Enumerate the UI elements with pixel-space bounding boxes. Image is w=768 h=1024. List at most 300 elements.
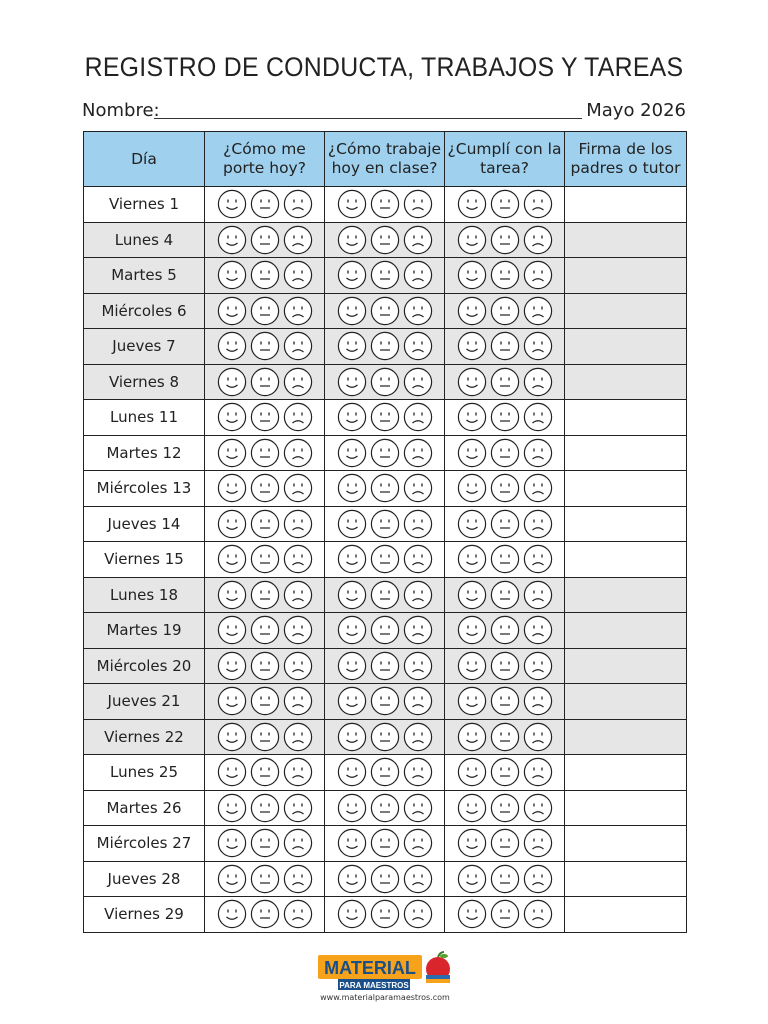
work-faces-cell	[325, 790, 445, 826]
happy-face-icon[interactable]	[337, 296, 367, 326]
signature-cell[interactable]	[565, 258, 687, 294]
sad-face-icon[interactable]	[403, 722, 433, 752]
table-row	[84, 684, 687, 720]
happy-face-icon[interactable]	[457, 899, 487, 929]
neutral-face-icon[interactable]	[490, 615, 520, 645]
logo-url: www.materialparamaestros.com	[320, 993, 450, 1002]
table-row	[84, 506, 687, 542]
signature-cell[interactable]	[565, 329, 687, 365]
sad-face-icon[interactable]	[523, 438, 553, 468]
happy-face-icon[interactable]	[217, 615, 247, 645]
sad-face-icon[interactable]	[283, 615, 313, 645]
signature-cell[interactable]	[565, 861, 687, 897]
neutral-face-icon[interactable]	[370, 722, 400, 752]
day-cell: Viernes 29	[84, 897, 205, 933]
neutral-face-icon[interactable]	[490, 438, 520, 468]
happy-face-icon[interactable]	[217, 473, 247, 503]
neutral-face-icon[interactable]	[250, 651, 280, 681]
name-label: Nombre:	[82, 100, 160, 121]
sad-face-icon[interactable]	[403, 899, 433, 929]
behavior-faces-cell	[205, 329, 325, 365]
sad-face-icon[interactable]	[283, 828, 313, 858]
table-header-row	[84, 132, 687, 187]
happy-face-icon[interactable]	[217, 509, 247, 539]
happy-face-icon[interactable]	[217, 793, 247, 823]
happy-face-icon[interactable]	[337, 615, 367, 645]
table-row	[84, 790, 687, 826]
work-faces-cell	[325, 400, 445, 436]
sad-face-icon[interactable]	[403, 615, 433, 645]
homework-faces-cell	[445, 471, 565, 507]
column-header-behavior: ¿Cómo me porte hoy?	[205, 132, 325, 187]
behavior-faces-cell	[205, 400, 325, 436]
sad-face-icon[interactable]	[523, 509, 553, 539]
table-row	[84, 222, 687, 258]
neutral-face-icon[interactable]	[490, 296, 520, 326]
neutral-face-icon[interactable]	[370, 331, 400, 361]
day-cell: Miércoles 13	[84, 471, 205, 507]
neutral-face-icon[interactable]	[490, 864, 520, 894]
happy-face-icon[interactable]	[457, 509, 487, 539]
happy-face-icon[interactable]	[217, 864, 247, 894]
happy-face-icon[interactable]	[217, 402, 247, 432]
behavior-faces-cell	[205, 471, 325, 507]
day-cell: Miércoles 20	[84, 648, 205, 684]
homework-faces-cell	[445, 293, 565, 329]
happy-face-icon[interactable]	[337, 686, 367, 716]
happy-face-icon[interactable]	[457, 189, 487, 219]
sad-face-icon[interactable]	[283, 757, 313, 787]
neutral-face-icon[interactable]	[370, 686, 400, 716]
work-faces-cell	[325, 684, 445, 720]
neutral-face-icon[interactable]	[490, 402, 520, 432]
neutral-face-icon[interactable]	[490, 899, 520, 929]
happy-face-icon[interactable]	[457, 828, 487, 858]
sad-face-icon[interactable]	[523, 473, 553, 503]
happy-face-icon[interactable]	[217, 367, 247, 397]
neutral-face-icon[interactable]	[370, 828, 400, 858]
neutral-face-icon[interactable]	[490, 651, 520, 681]
sad-face-icon[interactable]	[283, 225, 313, 255]
behavior-faces-cell	[205, 897, 325, 933]
behavior-faces-cell	[205, 613, 325, 649]
sad-face-icon[interactable]	[403, 260, 433, 290]
neutral-face-icon[interactable]	[490, 828, 520, 858]
happy-face-icon[interactable]	[337, 473, 367, 503]
sad-face-icon[interactable]	[523, 225, 553, 255]
signature-cell[interactable]	[565, 364, 687, 400]
sad-face-icon[interactable]	[523, 757, 553, 787]
happy-face-icon[interactable]	[337, 367, 367, 397]
signature-cell[interactable]	[565, 577, 687, 613]
sad-face-icon[interactable]	[403, 793, 433, 823]
happy-face-icon[interactable]	[337, 793, 367, 823]
homework-faces-cell	[445, 542, 565, 578]
sad-face-icon[interactable]	[403, 331, 433, 361]
behavior-faces-cell	[205, 364, 325, 400]
homework-faces-cell	[445, 222, 565, 258]
neutral-face-icon[interactable]	[250, 438, 280, 468]
sad-face-icon[interactable]	[523, 189, 553, 219]
signature-cell[interactable]	[565, 293, 687, 329]
happy-face-icon[interactable]	[337, 757, 367, 787]
homework-faces-cell	[445, 684, 565, 720]
happy-face-icon[interactable]	[337, 899, 367, 929]
sad-face-icon[interactable]	[523, 828, 553, 858]
happy-face-icon[interactable]	[457, 438, 487, 468]
homework-faces-cell	[445, 364, 565, 400]
signature-cell[interactable]	[565, 187, 687, 223]
neutral-face-icon[interactable]	[490, 367, 520, 397]
day-cell: Martes 12	[84, 435, 205, 471]
sad-face-icon[interactable]	[523, 402, 553, 432]
happy-face-icon[interactable]	[217, 189, 247, 219]
happy-face-icon[interactable]	[217, 260, 247, 290]
work-faces-cell	[325, 755, 445, 791]
behavior-faces-cell	[205, 755, 325, 791]
neutral-face-icon[interactable]	[250, 828, 280, 858]
happy-face-icon[interactable]	[337, 331, 367, 361]
day-cell: Jueves 7	[84, 329, 205, 365]
day-cell: Lunes 18	[84, 577, 205, 613]
neutral-face-icon[interactable]	[370, 651, 400, 681]
neutral-face-icon[interactable]	[490, 722, 520, 752]
homework-faces-cell	[445, 187, 565, 223]
neutral-face-icon[interactable]	[490, 189, 520, 219]
happy-face-icon[interactable]	[457, 864, 487, 894]
sad-face-icon[interactable]	[523, 296, 553, 326]
sad-face-icon[interactable]	[403, 651, 433, 681]
sad-face-icon[interactable]	[523, 722, 553, 752]
table-row	[84, 648, 687, 684]
sad-face-icon[interactable]	[523, 260, 553, 290]
work-faces-cell	[325, 897, 445, 933]
name-field[interactable]	[154, 118, 582, 119]
day-cell: Lunes 11	[84, 400, 205, 436]
neutral-face-icon[interactable]	[370, 544, 400, 574]
neutral-face-icon[interactable]	[250, 189, 280, 219]
sad-face-icon[interactable]	[403, 757, 433, 787]
work-faces-cell	[325, 577, 445, 613]
happy-face-icon[interactable]	[337, 828, 367, 858]
neutral-face-icon[interactable]	[370, 757, 400, 787]
sad-face-icon[interactable]	[523, 367, 553, 397]
sad-face-icon[interactable]	[403, 438, 433, 468]
column-header-day: Día	[84, 132, 205, 187]
neutral-face-icon[interactable]	[250, 402, 280, 432]
table-row	[84, 897, 687, 933]
sad-face-icon[interactable]	[403, 473, 433, 503]
happy-face-icon[interactable]	[457, 686, 487, 716]
neutral-face-icon[interactable]	[370, 793, 400, 823]
happy-face-icon[interactable]	[217, 757, 247, 787]
happy-face-icon[interactable]	[217, 331, 247, 361]
neutral-face-icon[interactable]	[370, 367, 400, 397]
signature-cell[interactable]	[565, 435, 687, 471]
sad-face-icon[interactable]	[283, 331, 313, 361]
sad-face-icon[interactable]	[283, 686, 313, 716]
neutral-face-icon[interactable]	[250, 331, 280, 361]
sad-face-icon[interactable]	[283, 793, 313, 823]
happy-face-icon[interactable]	[337, 225, 367, 255]
sad-face-icon[interactable]	[523, 686, 553, 716]
behavior-faces-cell	[205, 293, 325, 329]
happy-face-icon[interactable]	[217, 686, 247, 716]
sad-face-icon[interactable]	[283, 544, 313, 574]
neutral-face-icon[interactable]	[250, 757, 280, 787]
neutral-face-icon[interactable]	[370, 615, 400, 645]
sad-face-icon[interactable]	[523, 651, 553, 681]
behavior-faces-cell	[205, 222, 325, 258]
happy-face-icon[interactable]	[337, 580, 367, 610]
happy-face-icon[interactable]	[457, 722, 487, 752]
homework-faces-cell	[445, 258, 565, 294]
sad-face-icon[interactable]	[283, 402, 313, 432]
sad-face-icon[interactable]	[283, 899, 313, 929]
sad-face-icon[interactable]	[403, 367, 433, 397]
neutral-face-icon[interactable]	[370, 580, 400, 610]
column-header-work: ¿Cómo trabaje hoy en clase?	[325, 132, 445, 187]
sad-face-icon[interactable]	[403, 402, 433, 432]
work-faces-cell	[325, 329, 445, 365]
sad-face-icon[interactable]	[403, 580, 433, 610]
neutral-face-icon[interactable]	[490, 580, 520, 610]
signature-cell[interactable]	[565, 897, 687, 933]
table-row	[84, 826, 687, 862]
neutral-face-icon[interactable]	[250, 864, 280, 894]
behavior-faces-cell	[205, 719, 325, 755]
sad-face-icon[interactable]	[523, 580, 553, 610]
happy-face-icon[interactable]	[457, 367, 487, 397]
sad-face-icon[interactable]	[523, 793, 553, 823]
neutral-face-icon[interactable]	[370, 473, 400, 503]
work-faces-cell	[325, 258, 445, 294]
table-row	[84, 400, 687, 436]
sad-face-icon[interactable]	[283, 864, 313, 894]
behavior-faces-cell	[205, 435, 325, 471]
table-row	[84, 719, 687, 755]
homework-faces-cell	[445, 435, 565, 471]
homework-faces-cell	[445, 826, 565, 862]
signature-cell[interactable]	[565, 542, 687, 578]
sad-face-icon[interactable]	[283, 438, 313, 468]
table-row	[84, 258, 687, 294]
happy-face-icon[interactable]	[457, 296, 487, 326]
sad-face-icon[interactable]	[403, 686, 433, 716]
homework-faces-cell	[445, 648, 565, 684]
sad-face-icon[interactable]	[523, 331, 553, 361]
neutral-face-icon[interactable]	[370, 899, 400, 929]
neutral-face-icon[interactable]	[250, 686, 280, 716]
happy-face-icon[interactable]	[217, 722, 247, 752]
happy-face-icon[interactable]	[457, 615, 487, 645]
happy-face-icon[interactable]	[337, 864, 367, 894]
day-cell: Lunes 4	[84, 222, 205, 258]
neutral-face-icon[interactable]	[250, 615, 280, 645]
happy-face-icon[interactable]	[457, 402, 487, 432]
sad-face-icon[interactable]	[283, 296, 313, 326]
neutral-face-icon[interactable]	[490, 686, 520, 716]
neutral-face-icon[interactable]	[370, 864, 400, 894]
neutral-face-icon[interactable]	[370, 225, 400, 255]
happy-face-icon[interactable]	[337, 260, 367, 290]
sad-face-icon[interactable]	[283, 189, 313, 219]
name-row	[82, 98, 686, 124]
table-row	[84, 613, 687, 649]
neutral-face-icon[interactable]	[250, 260, 280, 290]
happy-face-icon[interactable]	[337, 509, 367, 539]
happy-face-icon[interactable]	[217, 899, 247, 929]
happy-face-icon[interactable]	[217, 580, 247, 610]
work-faces-cell	[325, 471, 445, 507]
neutral-face-icon[interactable]	[370, 189, 400, 219]
neutral-face-icon[interactable]	[490, 757, 520, 787]
homework-faces-cell	[445, 897, 565, 933]
sad-face-icon[interactable]	[403, 864, 433, 894]
column-header-homework: ¿Cumplí con la tarea?	[445, 132, 565, 187]
homework-faces-cell	[445, 506, 565, 542]
neutral-face-icon[interactable]	[250, 899, 280, 929]
happy-face-icon[interactable]	[217, 225, 247, 255]
work-faces-cell	[325, 222, 445, 258]
happy-face-icon[interactable]	[457, 260, 487, 290]
day-cell: Jueves 21	[84, 684, 205, 720]
signature-cell[interactable]	[565, 790, 687, 826]
signature-cell[interactable]	[565, 613, 687, 649]
sad-face-icon[interactable]	[283, 580, 313, 610]
homework-faces-cell	[445, 613, 565, 649]
happy-face-icon[interactable]	[457, 544, 487, 574]
day-cell: Viernes 15	[84, 542, 205, 578]
behavior-faces-cell	[205, 258, 325, 294]
neutral-face-icon[interactable]	[490, 544, 520, 574]
happy-face-icon[interactable]	[337, 438, 367, 468]
neutral-face-icon[interactable]	[370, 260, 400, 290]
signature-cell[interactable]	[565, 755, 687, 791]
sad-face-icon[interactable]	[403, 225, 433, 255]
sad-face-icon[interactable]	[283, 260, 313, 290]
signature-cell[interactable]	[565, 506, 687, 542]
day-cell: Viernes 22	[84, 719, 205, 755]
neutral-face-icon[interactable]	[490, 793, 520, 823]
neutral-face-icon[interactable]	[250, 509, 280, 539]
day-cell: Martes 19	[84, 613, 205, 649]
neutral-face-icon[interactable]	[490, 331, 520, 361]
happy-face-icon[interactable]	[217, 296, 247, 326]
happy-face-icon[interactable]	[457, 793, 487, 823]
sad-face-icon[interactable]	[523, 615, 553, 645]
work-faces-cell	[325, 187, 445, 223]
happy-face-icon[interactable]	[217, 651, 247, 681]
happy-face-icon[interactable]	[457, 651, 487, 681]
sad-face-icon[interactable]	[403, 296, 433, 326]
sad-face-icon[interactable]	[403, 189, 433, 219]
signature-cell[interactable]	[565, 684, 687, 720]
work-faces-cell	[325, 293, 445, 329]
sad-face-icon[interactable]	[283, 509, 313, 539]
neutral-face-icon[interactable]	[250, 793, 280, 823]
happy-face-icon[interactable]	[217, 828, 247, 858]
signature-cell[interactable]	[565, 648, 687, 684]
work-faces-cell	[325, 435, 445, 471]
sad-face-icon[interactable]	[403, 509, 433, 539]
table-row	[84, 329, 687, 365]
neutral-face-icon[interactable]	[370, 438, 400, 468]
day-cell: Jueves 28	[84, 861, 205, 897]
happy-face-icon[interactable]	[337, 651, 367, 681]
signature-cell[interactable]	[565, 719, 687, 755]
happy-face-icon[interactable]	[217, 544, 247, 574]
happy-face-icon[interactable]	[217, 438, 247, 468]
sad-face-icon[interactable]	[523, 864, 553, 894]
homework-faces-cell	[445, 400, 565, 436]
behavior-log-table	[83, 131, 687, 933]
neutral-face-icon[interactable]	[250, 580, 280, 610]
neutral-face-icon[interactable]	[250, 225, 280, 255]
sad-face-icon[interactable]	[523, 899, 553, 929]
work-faces-cell	[325, 364, 445, 400]
happy-face-icon[interactable]	[337, 189, 367, 219]
neutral-face-icon[interactable]	[490, 260, 520, 290]
table-row	[84, 293, 687, 329]
sad-face-icon[interactable]	[283, 722, 313, 752]
happy-face-icon[interactable]	[337, 544, 367, 574]
svg-text:PARA MAESTROS: PARA MAESTROS	[339, 981, 409, 990]
happy-face-icon[interactable]	[337, 402, 367, 432]
sad-face-icon[interactable]	[523, 544, 553, 574]
signature-cell[interactable]	[565, 400, 687, 436]
neutral-face-icon[interactable]	[490, 473, 520, 503]
signature-cell[interactable]	[565, 826, 687, 862]
work-faces-cell	[325, 648, 445, 684]
happy-face-icon[interactable]	[457, 225, 487, 255]
happy-face-icon[interactable]	[457, 580, 487, 610]
happy-face-icon[interactable]	[457, 331, 487, 361]
day-cell: Viernes 8	[84, 364, 205, 400]
neutral-face-icon[interactable]	[250, 473, 280, 503]
neutral-face-icon[interactable]	[370, 402, 400, 432]
day-cell: Viernes 1	[84, 187, 205, 223]
work-faces-cell	[325, 826, 445, 862]
happy-face-icon[interactable]	[337, 722, 367, 752]
signature-cell[interactable]	[565, 222, 687, 258]
signature-cell[interactable]	[565, 471, 687, 507]
happy-face-icon[interactable]	[457, 757, 487, 787]
table-row	[84, 861, 687, 897]
neutral-face-icon[interactable]	[250, 296, 280, 326]
sad-face-icon[interactable]	[283, 473, 313, 503]
sad-face-icon[interactable]	[403, 544, 433, 574]
neutral-face-icon[interactable]	[370, 509, 400, 539]
neutral-face-icon[interactable]	[250, 367, 280, 397]
sad-face-icon[interactable]	[283, 651, 313, 681]
sad-face-icon[interactable]	[403, 828, 433, 858]
neutral-face-icon[interactable]	[250, 722, 280, 752]
work-faces-cell	[325, 542, 445, 578]
work-faces-cell	[325, 613, 445, 649]
neutral-face-icon[interactable]	[370, 296, 400, 326]
table-row	[84, 542, 687, 578]
neutral-face-icon[interactable]	[490, 225, 520, 255]
table-row	[84, 187, 687, 223]
svg-text:MATERIAL: MATERIAL	[324, 958, 416, 978]
sad-face-icon[interactable]	[283, 367, 313, 397]
happy-face-icon[interactable]	[457, 473, 487, 503]
neutral-face-icon[interactable]	[250, 544, 280, 574]
neutral-face-icon[interactable]	[490, 509, 520, 539]
homework-faces-cell	[445, 755, 565, 791]
behavior-faces-cell	[205, 187, 325, 223]
